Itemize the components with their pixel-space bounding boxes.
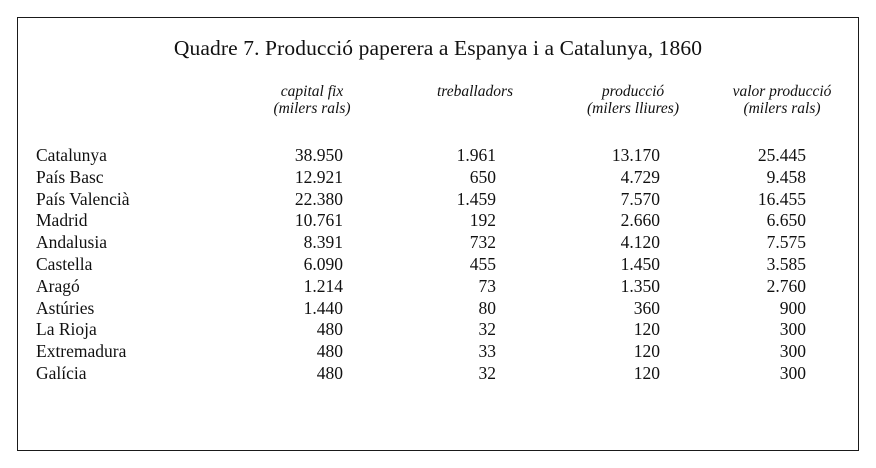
row-valor: 6.650	[766, 210, 806, 231]
row-valor: 2.760	[766, 275, 806, 296]
table-title: Quadre 7. Producció paperera a Espanya i a Catalunya, 1860	[173, 36, 703, 60]
row-region: Castella	[36, 253, 93, 274]
row-produccio: 13.170	[611, 145, 660, 165]
row-produccio: 1.450	[620, 253, 660, 274]
row-treballadors: 73	[478, 275, 496, 296]
row-treballadors: 192	[469, 210, 496, 231]
row-capital: 480	[316, 341, 343, 362]
row-region: Andalusia	[36, 232, 107, 253]
column-header-capital	[252, 83, 372, 117]
row-valor: 3.585	[766, 253, 806, 274]
table-row	[0, 210, 876, 232]
table-row	[0, 145, 876, 167]
row-treballadors: 732	[469, 232, 496, 253]
table-body	[0, 145, 876, 385]
row-capital: 22.380	[294, 188, 343, 209]
row-treballadors: 33	[478, 341, 496, 362]
row-produccio: 360	[633, 297, 660, 318]
row-treballadors: 650	[469, 166, 496, 187]
column-header-valor-line1: valor producció	[732, 83, 832, 100]
table-row	[0, 341, 876, 363]
row-treballadors: 80	[478, 297, 496, 318]
row-valor: 16.455	[757, 188, 806, 209]
row-region: Extremadura	[36, 341, 127, 362]
row-produccio: 120	[633, 362, 660, 383]
table-row	[0, 319, 876, 341]
row-capital: 1.214	[303, 275, 343, 296]
row-valor: 7.575	[766, 232, 806, 253]
table-row	[0, 363, 876, 385]
row-capital: 10.761	[294, 210, 343, 231]
table-row	[0, 167, 876, 189]
row-treballadors: 32	[478, 319, 496, 340]
row-capital: 8.391	[303, 232, 343, 253]
row-produccio: 7.570	[620, 188, 660, 209]
column-header-valor-line2: (milers rals)	[743, 100, 821, 117]
row-region: Aragó	[36, 275, 80, 296]
row-valor: 300	[779, 341, 806, 362]
row-produccio: 120	[633, 341, 660, 362]
row-region: Galícia	[36, 362, 87, 383]
table-row	[0, 276, 876, 298]
column-header-produccio-line1: producció	[601, 83, 665, 100]
column-header-capital-line1: capital fix	[280, 83, 344, 100]
row-valor: 25.445	[757, 145, 806, 165]
table-row	[0, 298, 876, 320]
column-header-capital-line2: (milers rals)	[273, 100, 351, 117]
row-capital: 38.950	[294, 145, 343, 165]
column-header-treballadors-line1: treballadors	[436, 83, 514, 100]
row-treballadors: 1.961	[456, 145, 496, 165]
row-region: País Valencià	[36, 188, 130, 209]
row-region: Madrid	[36, 210, 88, 231]
row-capital: 12.921	[294, 166, 343, 187]
row-capital: 1.440	[303, 297, 343, 318]
row-produccio: 2.660	[620, 210, 660, 231]
row-region: Catalunya	[36, 145, 107, 165]
row-valor: 300	[779, 362, 806, 383]
column-header-produccio-line2: (milers lliures)	[587, 100, 679, 117]
table-row	[0, 189, 876, 211]
row-region: Astúries	[36, 297, 95, 318]
row-treballadors: 1.459	[456, 188, 496, 209]
row-treballadors: 32	[478, 362, 496, 383]
row-valor: 900	[779, 297, 806, 318]
row-region: País Basc	[36, 166, 104, 187]
row-valor: 9.458	[766, 166, 806, 187]
row-capital: 6.090	[303, 253, 343, 274]
row-treballadors: 455	[469, 253, 496, 274]
row-valor: 300	[779, 319, 806, 340]
table-row	[0, 254, 876, 276]
row-produccio: 120	[633, 319, 660, 340]
row-capital: 480	[316, 362, 343, 383]
row-produccio: 4.120	[620, 232, 660, 253]
row-capital: 480	[316, 319, 343, 340]
row-region: La Rioja	[36, 319, 97, 340]
column-header-treballadors	[415, 83, 535, 100]
table-row	[0, 232, 876, 254]
column-header-produccio	[572, 83, 694, 117]
column-header-valor	[714, 83, 850, 117]
row-produccio: 1.350	[620, 275, 660, 296]
row-produccio: 4.729	[620, 166, 660, 187]
